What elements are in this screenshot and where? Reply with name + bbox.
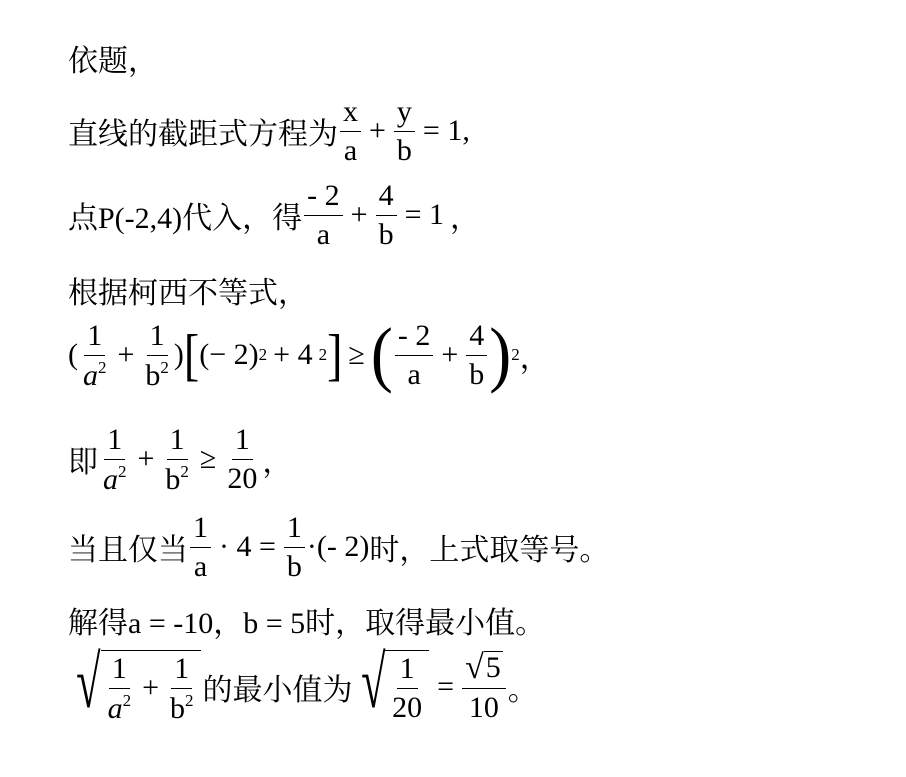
radical-sign: √ xyxy=(76,642,101,724)
fraction-1-over-b-squared xyxy=(167,653,197,724)
radical-sign: √ xyxy=(465,648,484,686)
times-four-equals: · 4 = xyxy=(219,530,276,563)
denominator: a xyxy=(193,549,208,583)
numerator: 1 xyxy=(104,424,125,460)
fraction-x-over-a xyxy=(340,96,361,166)
fraction-1-over-a-squared xyxy=(80,320,110,391)
denominator: 20 xyxy=(392,690,423,724)
geq-sign: ≥ xyxy=(348,338,365,372)
den-exponent: 2 xyxy=(160,357,169,377)
fraction-1-over-b xyxy=(284,512,305,582)
plus-sign: + xyxy=(142,671,160,705)
sqrt-one-twentieth xyxy=(353,642,430,725)
line-cauchy-inequality xyxy=(68,314,550,396)
prefix-when: 当且仅当 xyxy=(68,534,188,567)
den-base: b xyxy=(165,462,181,496)
radicand xyxy=(385,650,429,723)
radicand: 5 xyxy=(485,650,501,684)
solution-text: 解得a = -10，b = 5时，取得最小值。 xyxy=(68,607,546,640)
line-intro xyxy=(68,36,158,80)
denominator: b xyxy=(286,549,302,583)
numerator xyxy=(462,648,506,689)
exponent: 2 xyxy=(258,345,268,365)
period: 。 xyxy=(507,673,538,707)
plus-sign: + xyxy=(350,198,368,231)
line-minimum-value xyxy=(68,642,538,725)
denominator: b xyxy=(378,217,394,251)
open-paren: ( xyxy=(68,338,78,372)
den-base: b xyxy=(145,358,161,392)
numerator: 1 xyxy=(167,424,188,460)
numerator: 4 xyxy=(376,180,397,216)
left-bracket: [ xyxy=(183,322,200,387)
intro-text: 依题， xyxy=(68,45,158,78)
numerator: 1 xyxy=(284,512,305,548)
fraction-y-over-b xyxy=(394,96,415,166)
numerator: y xyxy=(394,96,415,132)
numerator: 1 xyxy=(397,653,418,689)
fraction-sqrt5-over-10 xyxy=(462,648,506,724)
big-open-paren: ( xyxy=(370,314,393,396)
den-exponent: 2 xyxy=(180,461,189,481)
equals-one: = 1, xyxy=(422,114,470,147)
denominator xyxy=(142,356,172,391)
fraction-1-over-20 xyxy=(224,424,260,494)
den-base: b xyxy=(170,691,186,725)
plus-sign: + xyxy=(117,338,135,372)
line-equality-condition xyxy=(68,512,609,582)
exponent: 2 xyxy=(318,345,328,365)
den-base: a xyxy=(107,691,123,725)
fraction-1-over-b-squared xyxy=(142,320,172,391)
fraction-neg2-over-a xyxy=(395,320,434,390)
comma: ， xyxy=(262,446,293,480)
outer-exponent: 2 xyxy=(511,345,520,365)
denominator: a xyxy=(316,217,331,251)
denominator: 20 xyxy=(227,461,258,495)
denominator xyxy=(80,356,110,391)
den-exponent: 2 xyxy=(122,690,132,710)
close-paren: ) xyxy=(173,338,184,372)
line-solution xyxy=(68,598,545,642)
neg-two: − 2 xyxy=(209,338,249,372)
numerator: 1 xyxy=(147,320,168,356)
comma: ， xyxy=(450,202,480,235)
denominator: 10 xyxy=(468,690,499,724)
den-base: a xyxy=(83,358,98,392)
times-neg-two: ·(- 2) xyxy=(306,530,370,563)
numerator: - 2 xyxy=(304,180,343,216)
den-exponent: 2 xyxy=(98,357,107,377)
numerator: 1 xyxy=(171,653,192,689)
denominator: b xyxy=(396,133,412,167)
numerator: x xyxy=(340,96,361,132)
fraction-1-over-b-squared xyxy=(162,424,192,495)
line-substitute-point xyxy=(68,180,480,250)
inner-close-paren: ) xyxy=(248,338,259,372)
fraction-1-over-20 xyxy=(389,653,425,723)
equals-sign: = xyxy=(437,669,455,703)
intercept-text: 直线的截距式方程为 xyxy=(68,118,338,151)
line-intercept-equation xyxy=(68,96,476,166)
fraction-1-over-a xyxy=(190,512,211,582)
den-exponent: 2 xyxy=(185,690,194,710)
right-bracket: ] xyxy=(327,322,343,387)
numerator: 1 xyxy=(109,653,130,689)
numerator: 1 xyxy=(84,320,105,356)
numerator: - 2 xyxy=(395,320,434,356)
substitute-text: 点P(-2,4)代入，得 xyxy=(68,202,303,235)
numerator: 1 xyxy=(190,512,211,548)
inner-open-paren: ( xyxy=(199,338,210,372)
cauchy-text: 根据柯西不等式， xyxy=(68,277,308,310)
denominator: a xyxy=(407,357,421,391)
denominator: b xyxy=(469,357,485,391)
line-simplified-inequality xyxy=(68,424,292,495)
fraction-4-over-b xyxy=(376,180,397,250)
sqrt-sum xyxy=(68,642,201,725)
geq-sign: ≥ xyxy=(199,442,217,476)
min-value-text: 的最小值为 xyxy=(202,673,353,707)
line-cauchy-intro xyxy=(68,268,308,312)
numerator: 1 xyxy=(232,424,253,460)
fraction-4-over-b xyxy=(466,320,487,390)
comma: ， xyxy=(519,342,550,376)
numerator: 4 xyxy=(466,320,487,356)
prefix-ji: 即 xyxy=(68,446,98,480)
plus-sign: + xyxy=(137,442,155,476)
den-base: a xyxy=(103,462,118,496)
radical-sign: √ xyxy=(360,642,386,725)
denominator xyxy=(167,689,197,724)
denominator: a xyxy=(343,133,358,167)
big-close-paren: ) xyxy=(489,314,512,396)
plus-sign: + xyxy=(441,338,459,372)
radicand xyxy=(101,650,201,724)
denominator xyxy=(100,460,130,495)
fraction-1-over-a-squared xyxy=(105,653,135,724)
equals-one: = 1 xyxy=(404,198,444,231)
equality-text: 时，上式取等号。 xyxy=(369,534,610,567)
sqrt-five xyxy=(465,648,503,686)
denominator xyxy=(162,460,192,495)
plus-sign: + xyxy=(369,114,386,147)
plus-four: + 4 xyxy=(273,338,313,372)
den-exponent: 2 xyxy=(118,461,127,481)
fraction-neg2-over-a xyxy=(304,180,343,250)
fraction-1-over-a-squared xyxy=(100,424,130,495)
denominator xyxy=(105,689,135,724)
